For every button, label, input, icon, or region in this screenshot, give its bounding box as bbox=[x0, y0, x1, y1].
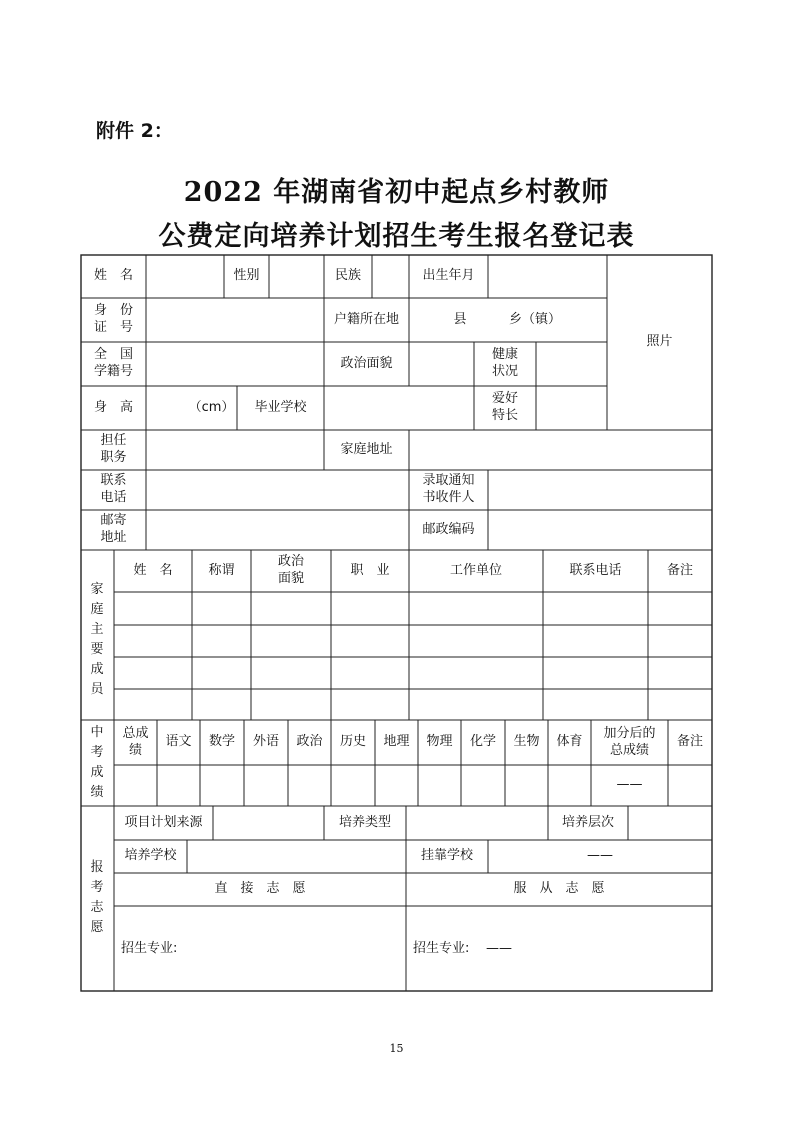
scores-section-label: 中考成绩 bbox=[90, 725, 104, 800]
score-header: 化学 bbox=[469, 734, 496, 750]
affiliated-school-value: —— bbox=[587, 848, 613, 864]
postal-code-label: 邮政编码 bbox=[422, 521, 475, 537]
id-number-label: 身 份 证 号 bbox=[93, 303, 133, 335]
score-header: 历史 bbox=[339, 734, 366, 750]
direct-wish-header: 直 接 志 愿 bbox=[214, 881, 306, 897]
train-type-label: 培养类型 bbox=[338, 814, 391, 830]
score-header: 地理 bbox=[383, 734, 410, 750]
student-id-label: 全 国 学籍号 bbox=[93, 347, 133, 379]
grad-school-label: 毕业学校 bbox=[254, 399, 307, 415]
attachment-label: 附件 2： bbox=[96, 120, 173, 142]
train-level-label: 培养层次 bbox=[561, 814, 614, 830]
score-header: 政治 bbox=[296, 734, 323, 750]
mail-address-label: 邮寄 地址 bbox=[100, 513, 127, 545]
health-label: 健康 状况 bbox=[491, 347, 518, 379]
direct-major-label: 招生专业: bbox=[121, 940, 178, 956]
position-label: 担任 职务 bbox=[100, 433, 127, 465]
town-label: 乡（镇） bbox=[508, 311, 561, 327]
bonus-total-dash: —— bbox=[616, 777, 643, 793]
family-header: 工作单位 bbox=[449, 562, 502, 578]
political-label: 政治面貌 bbox=[340, 355, 393, 371]
ethnicity-label: 民族 bbox=[334, 268, 361, 284]
score-header: 总成 绩 bbox=[122, 725, 149, 758]
affiliated-school-label: 挂靠学校 bbox=[420, 848, 473, 864]
birth-label: 出生年月 bbox=[422, 268, 475, 284]
gender-label: 性别 bbox=[233, 268, 260, 284]
obey-major-label: 招生专业: bbox=[413, 940, 470, 956]
home-address-label: 家庭地址 bbox=[340, 441, 393, 457]
form-title-line2: 公费定向培养计划招生考生报名登记表 bbox=[158, 221, 635, 252]
wish-section-label: 报考志愿 bbox=[90, 860, 104, 935]
form-title-line1: 2022 年湖南省初中起点乡村教师 bbox=[183, 177, 610, 208]
notice-recipient-label: 录取通知 书收件人 bbox=[422, 473, 475, 505]
train-school-label: 培养学校 bbox=[124, 848, 177, 864]
hobby-label: 爱好 特长 bbox=[491, 391, 518, 423]
score-header: 加分后的 总成绩 bbox=[603, 725, 656, 758]
family-header: 政治 面貌 bbox=[277, 554, 304, 586]
score-header: 备注 bbox=[676, 734, 703, 750]
phone-label: 联系 电话 bbox=[100, 473, 127, 505]
page-number: 15 bbox=[389, 1042, 404, 1055]
family-header: 备注 bbox=[666, 562, 693, 578]
source-label: 项目计划来源 bbox=[124, 814, 203, 830]
score-header: 生物 bbox=[513, 734, 540, 750]
score-header: 体育 bbox=[556, 734, 583, 750]
family-header: 姓 名 bbox=[133, 562, 173, 578]
score-header: 数学 bbox=[208, 734, 235, 750]
height-label: 身 高 bbox=[93, 399, 133, 415]
score-header: 物理 bbox=[426, 734, 453, 750]
family-header: 称谓 bbox=[208, 562, 235, 578]
family-header: 联系电话 bbox=[569, 562, 622, 578]
score-header: 外语 bbox=[252, 734, 279, 750]
cm-unit: （cm） bbox=[188, 399, 235, 415]
family-header: 职 业 bbox=[350, 562, 390, 578]
obey-major-value: —— bbox=[486, 940, 512, 956]
county-label: 县 bbox=[453, 311, 467, 327]
score-header: 语文 bbox=[165, 734, 192, 750]
obey-wish-header: 服 从 志 愿 bbox=[513, 881, 605, 897]
name-label: 姓 名 bbox=[93, 268, 133, 284]
family-section-label: 家庭主要成员 bbox=[90, 582, 104, 697]
hukou-label: 户籍所在地 bbox=[333, 311, 399, 327]
photo-box[interactable]: 照片 bbox=[646, 334, 673, 350]
